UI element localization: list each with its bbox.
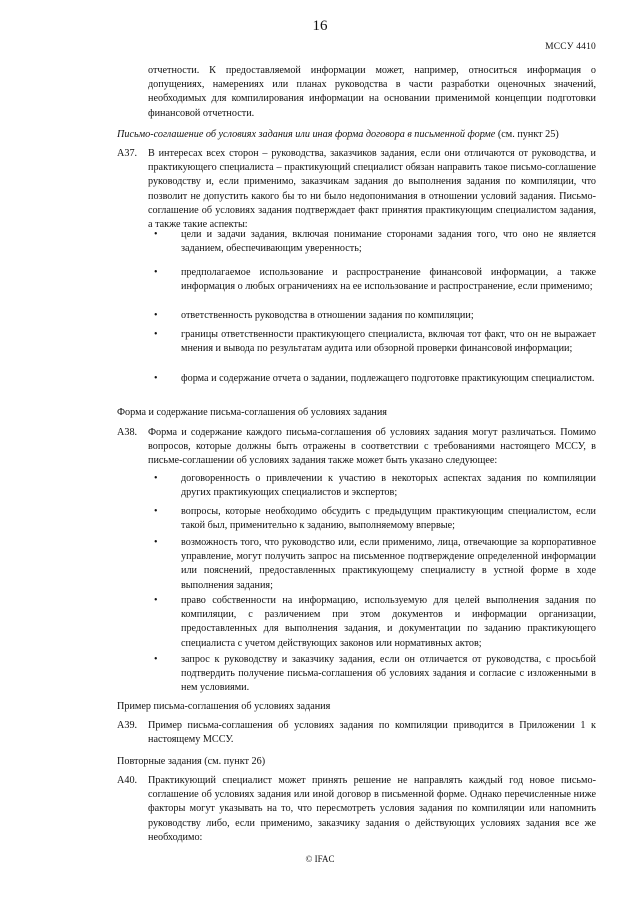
bullet-marker: • (154, 329, 158, 340)
section-heading-example-letter: Пример письма-соглашения об условиях задания (117, 701, 331, 712)
bullet-marker: • (154, 654, 158, 665)
bullet-marker: • (154, 506, 158, 517)
paragraph-number-a39: A39. (117, 720, 138, 731)
list-item: возможность того, что руководство или, если применимо, лица, отвечающие за корпоративное управление, могут получить запрос на письменное подтверждение определенной информации или пояснений, предоставленных практикующему специалисту в устной форме в ходе выполнения задания; (181, 537, 596, 591)
section-heading-recurring-engagements: Повторные задания (см. пункт 26) (117, 756, 266, 767)
bullet-marker: • (154, 310, 158, 321)
list-item: запрос к руководству и заказчику задания, если он отличается от руководства, с просьбой подтвердить получение письма-соглашения об условиях задания и согласие с изложенными в нем условиями. (181, 654, 596, 694)
list-item: предполагаемое использование и распространение финансовой информации, а также информация о любых ограничениях на ее использование и распространение, если применимо; (181, 267, 596, 293)
list-item: форма и содержание отчета о задании, подлежащего подготовке практикующим специалистом. (181, 373, 595, 384)
standard-code: МССУ 4410 (545, 42, 596, 52)
bullet-marker: • (154, 373, 158, 384)
intro-paragraph: отчетности. К предоставляемой информации может, например, относиться информация о допущениях, намерениях или планах руководства в части разработки оценочных значений, необходимых для компилирования информации на основании применимой концепции подготовки финансовой отчетности. (148, 65, 596, 119)
list-item: цели и задачи задания, включая понимание сторонами задания того, что оно не является заданием, обеспечивающим уверенность; (181, 229, 596, 255)
section-heading-title: Письмо-соглашение об условиях задания или иная форма договора в письменной форме (117, 129, 496, 140)
page-number: 16 (312, 18, 328, 34)
bullet-marker: • (154, 229, 158, 240)
paragraph-a37-text: В интересах всех сторон – руководства, заказчиков задания, если они отличаются от руководства, и практикующего специалиста – практикующий специалист обязан направить такое письмо-соглашение руководству и, если применимо, заказчикам задания до выполнения задания по компиляции, что позволит не допустить какого бы то ни было недопонимания в отношении условий задания. Письмо-соглашение об условиях задания подтверждает факт принятия практикующим специалистом задания, а также такие аспекты: (148, 148, 596, 231)
list-item: право собственности на информацию, используемую для целей выполнения задания по компиляции, с различением при этом документов и информации организации, предоставленных для выполнения задания, и документации по заданию практикующего специалиста с учетом действующих законов или нормативных актов; (181, 595, 596, 649)
paragraph-a38-text: Форма и содержание каждого письма-соглашения об условиях задания могут различаться. Помимо вопросов, которые должны быть отражены в соответствии с требованиями настоящего МССУ, в письме-соглашении об условиях задания также может быть указано следующее: (148, 427, 596, 467)
list-item: ответственность руководства в отношении задания по компиляции; (181, 310, 474, 321)
section-heading-reference: (см. пункт 25) (495, 129, 559, 140)
list-item: границы ответственности практикующего специалиста, включая тот факт, что он не выражает мнения и вывода по результатам аудита или обзорной проверки финансовой информации; (181, 329, 596, 355)
bullet-marker: • (154, 473, 158, 484)
list-item: вопросы, которые необходимо обсудить с предыдущим практикующим специалистом, если такой был, применительно к заданию, выполняемому впервые; (181, 506, 596, 532)
paragraph-a39-text: Пример письма-соглашения об условиях задания по компиляции приводится в Приложении 1 к настоящему МССУ. (148, 720, 596, 746)
paragraph-number-a38: A38. (117, 427, 138, 438)
paragraph-number-a37: A37. (117, 148, 138, 159)
paragraph-number-a40: A40. (117, 775, 138, 786)
list-item: договоренность о привлечении к участию в некоторых аспектах задания по компиляции других практикующих специалистов и экспертов; (181, 473, 596, 499)
section-heading-engagement-letter (117, 128, 559, 142)
bullet-marker: • (154, 595, 158, 606)
bullet-marker: • (154, 537, 158, 548)
bullet-marker: • (154, 267, 158, 278)
paragraph-a40-text: Практикующий специалист может принять решение не направлять каждый год новое письмо-соглашение об условиях задания или иной договор в письменной форме. Однако перечисленные ниже факторы могут указывать на то, что пересмотреть условия задания по компиляции или напомнить руководству либо, если применимо, заказчику задания о действующих условиях задания все же необходимо: (148, 775, 596, 843)
section-heading-form-content: Форма и содержание письма-соглашения об условиях задания (117, 407, 387, 418)
footer-copyright: © IFAC (305, 854, 335, 864)
